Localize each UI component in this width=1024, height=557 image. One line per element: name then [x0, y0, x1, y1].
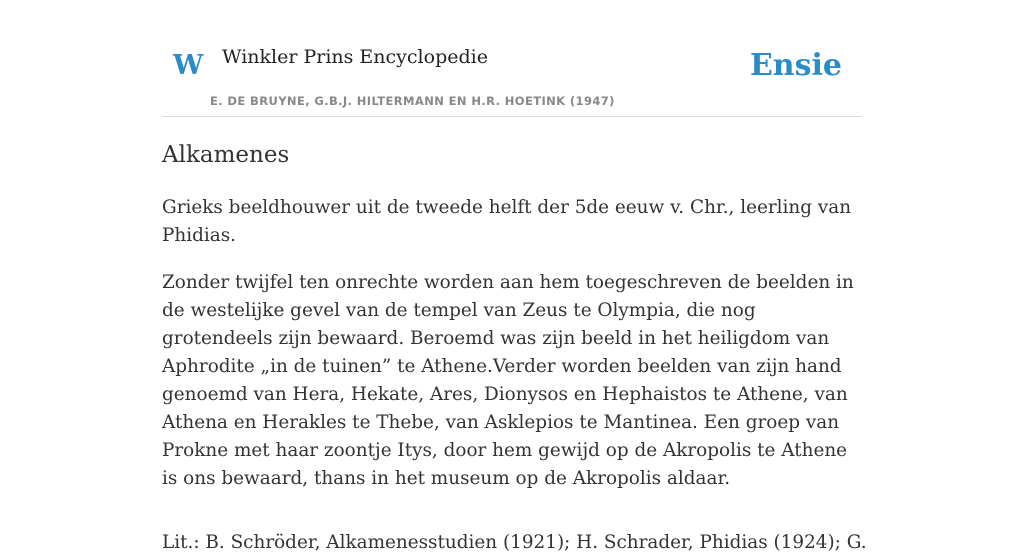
site-header	[162, 0, 862, 117]
site-title[interactable]: Winkler Prins Encyclopedie	[222, 46, 488, 68]
article-paragraph: Grieks beeldhouwer uit de tweede helft der 5de eeuw v. Chr., leerling van Phidias.	[162, 197, 852, 246]
edition-authors: E. DE BRUYNE, G.B.J. HILTERMANN EN H.R. HOETINK (1947)	[210, 94, 615, 108]
winkler-prins-logo[interactable]: W	[173, 50, 204, 81]
article-paragraph: Zonder twijfel ten onrechte worden aan hem toegeschreven de beelden in de westelijke gevel van de tempel van Zeus te Olympia, die nog grotendeels zijn bewaard. Beroemd was zijn beeld in het heiligdom van Aphrodite „in de tuinen” te Athene.Verder worden beelden van zijn hand genoemd van Hera, Hekate, Ares, Dionysos en Hephaistos te Athene, van Athena en Herakles te Thebe, van Asklepios te Mantinea. Een groep van Prokne met haar zoontje Itys, door hem gewijd op de Akropolis te Athene is ons bewaard, thans in het museum op de Akropolis aldaar.	[162, 272, 854, 489]
article-title: Alkamenes	[162, 142, 290, 168]
ensie-logo[interactable]: Ensie	[749, 48, 842, 83]
literature-references: Lit.: B. Schröder, Alkamenesstudien (1921); H. Schrader, Phidias (1924); G.	[162, 532, 867, 553]
article	[162, 140, 867, 557]
